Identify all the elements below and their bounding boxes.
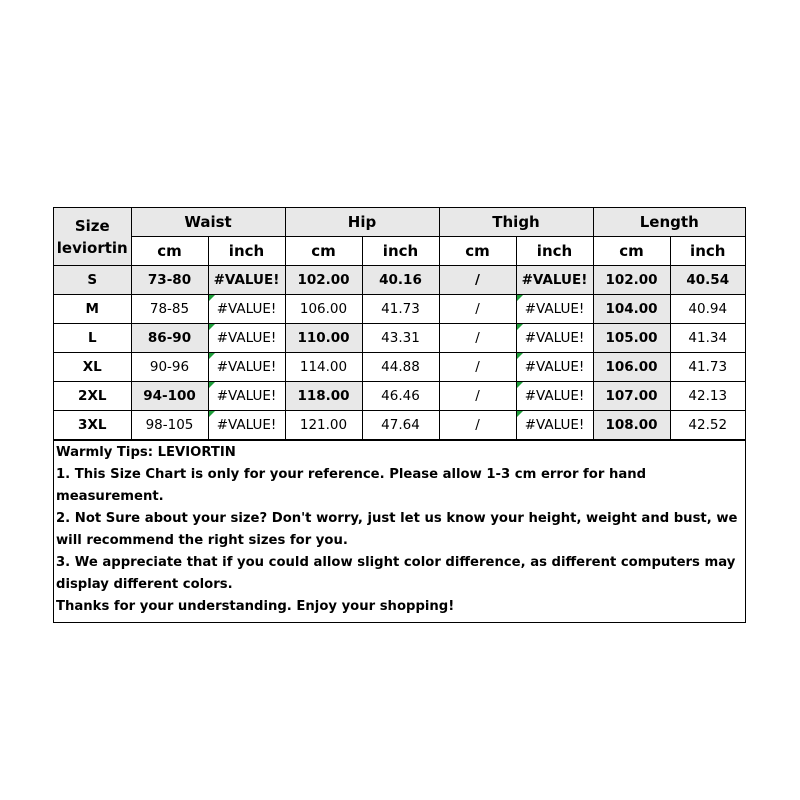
table-cell: 43.31: [362, 324, 439, 353]
unit-header: inch: [362, 237, 439, 266]
unit-header-row: [54, 237, 745, 266]
table-cell: /: [439, 353, 516, 382]
table-cell: 106.00: [285, 295, 362, 324]
unit-header: inch: [670, 237, 745, 266]
table-cell: 102.00: [593, 266, 670, 295]
table-cell: #VALUE!: [208, 353, 285, 382]
size-cell: S: [54, 266, 131, 295]
table-row: [54, 266, 745, 295]
table-cell: 42.52: [670, 411, 745, 440]
table-row: [54, 353, 745, 382]
unit-header: inch: [208, 237, 285, 266]
table-cell: 44.88: [362, 353, 439, 382]
table-cell: #VALUE!: [516, 382, 593, 411]
unit-header: cm: [131, 237, 208, 266]
table-cell: 98-105: [131, 411, 208, 440]
hip-header: Hip: [285, 208, 439, 237]
thigh-header: Thigh: [439, 208, 593, 237]
table-cell: #VALUE!: [516, 324, 593, 353]
table-cell: 105.00: [593, 324, 670, 353]
size-cell: L: [54, 324, 131, 353]
table-cell: #VALUE!: [208, 382, 285, 411]
size-cell: 3XL: [54, 411, 131, 440]
unit-header: cm: [439, 237, 516, 266]
table-cell: #VALUE!: [516, 353, 593, 382]
waist-header: Waist: [131, 208, 285, 237]
table-cell: 90-96: [131, 353, 208, 382]
table-cell: 46.46: [362, 382, 439, 411]
table-cell: #VALUE!: [208, 324, 285, 353]
table-cell: 104.00: [593, 295, 670, 324]
tip-line: Thanks for your understanding. Enjoy your shopping!: [56, 599, 455, 614]
table-cell: #VALUE!: [208, 411, 285, 440]
table-cell: #VALUE!: [516, 295, 593, 324]
table-cell: 73-80: [131, 266, 208, 295]
table-cell: 102.00: [285, 266, 362, 295]
size-column-header: [54, 208, 131, 266]
table-cell: /: [439, 295, 516, 324]
table-cell: 42.13: [670, 382, 745, 411]
size-cell: 2XL: [54, 382, 131, 411]
table-row: [54, 382, 745, 411]
tip-line: 3. We appreciate that if you could allow slight color difference, as different computers may display different colors.: [56, 555, 736, 592]
table-cell: #VALUE!: [208, 266, 285, 295]
table-cell: 94-100: [131, 382, 208, 411]
table-cell: #VALUE!: [516, 411, 593, 440]
size-header-line-2: leviortin: [56, 238, 128, 257]
table-cell: 110.00: [285, 324, 362, 353]
size-cell: M: [54, 295, 131, 324]
size-cell: XL: [54, 353, 131, 382]
table-cell: 78-85: [131, 295, 208, 324]
tips-title: Warmly Tips: LEVIORTIN: [56, 445, 236, 460]
table-cell: 121.00: [285, 411, 362, 440]
size-header-line-1: Size: [74, 216, 110, 235]
table-cell: 41.73: [670, 353, 745, 382]
group-header-row: [54, 208, 745, 237]
table-cell: 41.73: [362, 295, 439, 324]
table-cell: /: [439, 266, 516, 295]
table-cell: 40.54: [670, 266, 745, 295]
table-cell: 86-90: [131, 324, 208, 353]
tip-line: 1. This Size Chart is only for your reference. Please allow 1-3 cm error for hand measurement.: [56, 467, 647, 504]
table-cell: 107.00: [593, 382, 670, 411]
tips-section: [54, 440, 745, 622]
table-cell: 41.34: [670, 324, 745, 353]
table-cell: 47.64: [362, 411, 439, 440]
unit-header: cm: [285, 237, 362, 266]
size-chart: [53, 207, 746, 623]
table-cell: 118.00: [285, 382, 362, 411]
table-row: [54, 411, 745, 440]
table-cell: 40.16: [362, 266, 439, 295]
table-cell: #VALUE!: [208, 295, 285, 324]
table-cell: 40.94: [670, 295, 745, 324]
length-header: Length: [593, 208, 745, 237]
unit-header: inch: [516, 237, 593, 266]
tip-line: 2. Not Sure about your size? Don't worry, just let us know your height, weight and bust, we will recommend the right sizes for you.: [56, 511, 738, 548]
size-table: [54, 208, 745, 440]
table-cell: #VALUE!: [516, 266, 593, 295]
table-cell: /: [439, 324, 516, 353]
unit-header: cm: [593, 237, 670, 266]
table-row: [54, 295, 745, 324]
table-cell: /: [439, 382, 516, 411]
table-cell: 106.00: [593, 353, 670, 382]
table-row: [54, 324, 745, 353]
table-cell: /: [439, 411, 516, 440]
table-cell: 108.00: [593, 411, 670, 440]
table-cell: 114.00: [285, 353, 362, 382]
